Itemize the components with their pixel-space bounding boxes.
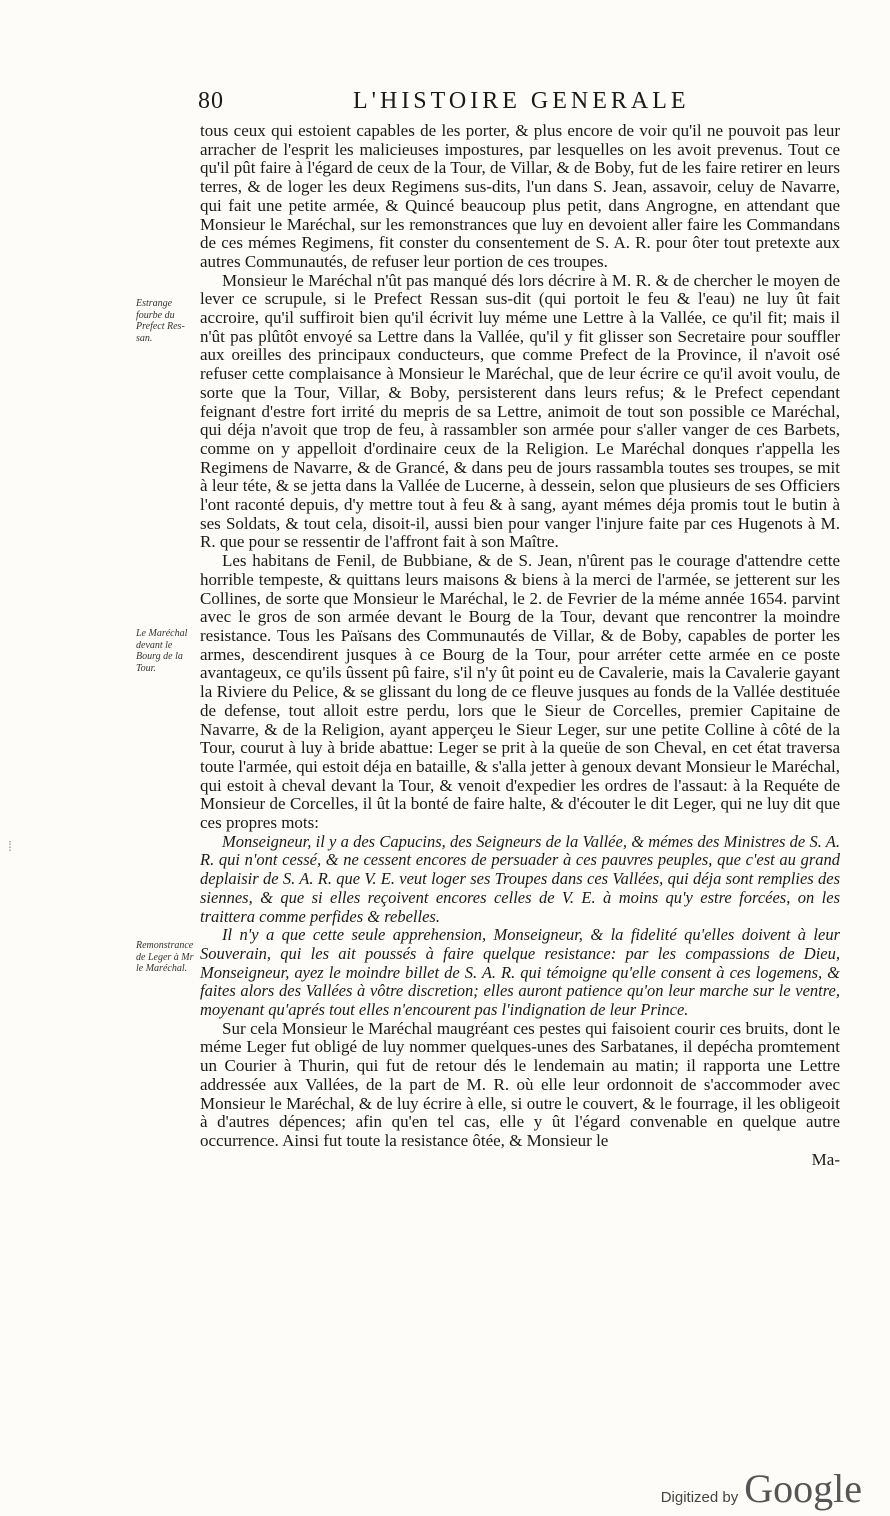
paragraph-4: Sur cela Monsieur le Maréchal maugréant ces pestes qui faisoient courir ces bruits, dont le méme Leger fut obligé de luy nommer quelques-unes des Sarbatanes, il depécha promtement un Courier à Thurin, qui fut de retour dés le lendemain au matin; il rapporta une Lettre addressée aux Vallées, de la part de M. R. où elle leur ordonnoit de s'accommoder avec Monsieur le Maréchal, & de luy écrire à elle, si outre le couvert, & le fourrage, il les obligeoit à d'autres dépences; afin qu'en tel cas, elle y ût l'égard convenable en quelque autre occurrence. Ainsi fut toute la resistance ôtée, & Monsieur le xyxy=(200,1018,840,1150)
margin-note-prefect: Estrange fourbe du Prefect Res-san. xyxy=(136,298,185,344)
digitized-by-label: Digitized by xyxy=(660,1489,739,1506)
body-text xyxy=(200,122,840,1169)
page-header xyxy=(198,88,840,120)
paragraph-3: Les habitans de Fenil, de Bubbiane, & de S. Jean, n'ûrent pas le courage d'attendre cette horrible tempeste, & quittans leurs maisons & biens à la merci de l'armée, se jetterent sur les Collines, de sorte que Monsieur le Maréchal, le 2. de Fevrier de la méme année 1654. parvint avec le gros de son armée devant le Bourg de la Tour, devant que rencontrer la moindre resistance. Tous les Païsans des Communautés de Villar, & de Boby, capables de porter les armes, descendirent jusques à ce Bourg de la Tour, pour arréter cette armée en ce poste avantageux, ce qu'ils ûssent pû faire, s'il n'y ût point eu de Cavalerie, mais la Cavalerie gayant la Riviere du Pelice, & se glissant du long de ce fleuve jusques au fonds de la Vallée destituée de defense, tout alloit estre perdu, lors que le Sieur de Corcelles, premier Capitaine de Navarre, & de la Religion, ayant apperçeu le Sieur Leger, sur une petite Colline à côté de la Tour, courut à luy à bride abattue: Leger se prit à la queüe de son Cheval, en cet état traversa toute l'armée, qui estoit déja en bataille, & s'alla jetter à genoux devant Monsieur le Maréchal, qui estoit à cheval devant la Tour, & venoit d'expedier les ordres de l'assaut: à la Requéte de Monsieur de Corcelles, il ût la bonté de faire halte, & d'écouter le dit Leger, qui ne luy dit que ces propres mots: xyxy=(200,551,840,833)
paragraph-1: tous ceux qui estoient capables de les porter, & plus encore de voir qu'il ne pouvoit pas leur arracher de l'esprit les malicieuses impostures, par lesquelles on les avoit prevenus. Tout ce qu'il pût faire à l'égard de ceux de la Tour, de Villar, & de Boby, fut de les faire retirer en leurs terres, & de loger les deux Regimens sus-dits, l'un dans S. Jean, assavoir, celuy de Navarre, qui fait une petite armée, & Quincé beaucoup plus petit, dans Angrogne, en attendant que Monsieur le Maréchal, sur les remonstrances que luy en devoient aller faire les Commandans de ces mémes Regimens, fit conster du consentement de S. A. R. pour ôter tout pretexte aux autres Communautés, de refuser leur portion de ces troupes. xyxy=(200,121,840,271)
paragraph-2: Monsieur le Maréchal n'ût pas manqué dés lors décrire à M. R. & de chercher le moyen de lever ce scrupule, si le Prefect Ressan sus-dit (qui portoit le feu & l'eau) ne luy ût fait accroire, qu'il suffiroit bien qu'il écrivit luy méme une Lettre à la Vallée, ce qu'il fit; mais il n'ût pas plûtôt envoyé sa Lettre dans la Vallée, qu'il y fit glisser son Secretaire pour souffler aux oreilles des principaux conducteurs, que comme Prefect de la Province, il n'avoit osé refuser cette complaisance à Monsieur le Maréchal, que de leur écrire ce qu'il avoit voulu, de sorte que la Tour, Villar, & Boby, persisterent dans leurs refus; & le Prefect cependant feignant d'estre fort irrité du mepris de sa Lettre, animoit de tout son possible ce Maréchal, qui déja n'avoit que trop de feu, à rassambler son armée pour s'aller vanger de ces Barbets, comme on y appelloit d'ordinaire ceux de la Religion. Le Maréchal donques r'appella les Regimens de Navarre, & de Grancé, & dans peu de jours rassambla toutes ses troupes, se mit à leur téte, & se jetta dans la Vallée de Lucerne, à dessein, selon que plusieurs de ses Officiers l'ont raconté depuis, d'y mettre tout à feu & à sang, ayant mémes déja promis tout le butin à ses Soldats, & tout cela, disoit-il, aussi bien pour vanger l'injure faite par ces Hugenots à M. R. que pour se ressentir de l'affront fait à son Maître. xyxy=(200,270,840,552)
digitization-watermark xyxy=(661,1465,862,1512)
scan-mark: ⁞ xyxy=(8,838,12,854)
quote-paragraph-1: Monseigneur, il y a des Capucins, des Seigneurs de la Vallée, & mémes des Ministres de S. A. R. qui n'ont cessé, & ne cessent encores de persuader à ces pauvres peuples, que c'est au grand deplaisir de S. A. R. que V. E. veut loger ses Troupes dans ces Vallées, qui déja sont remplies des siennes, & que si elles reçoivent encores celles de V. E. à moins qu'y estre forcées, on les traittera comme perfides & rebelles. xyxy=(200,831,840,926)
google-logo: Google xyxy=(744,1466,862,1511)
page-number: 80 xyxy=(198,88,224,114)
margin-note-marechal: Le Maréchal devant le Bourg de la Tour. xyxy=(136,628,188,674)
quote-paragraph-2: Il n'y a que cette seule apprehension, Monseigneur, & la fidelité qu'elles doivent à leur Souverain, qui les ait poussés à faire quelque resistance: par les compassions de Dieu, Monseigneur, ayez le moindre billet de S. A. R. qui témoigne qu'elle consent à ces logemens, & faites alors des Vallées à vôtre discretion; elles auront patience qu'on leur marche sur le ventre, moyenant qu'aprés tout elles n'encourent pas l'indignation de leur Prince. xyxy=(200,925,840,1020)
running-title: L'HISTOIRE GENERALE xyxy=(353,88,690,114)
margin-note-remonstrance: Remonstrance de Leger à Mr le Maréchal. xyxy=(136,940,194,974)
catchword: Ma- xyxy=(811,1149,840,1169)
